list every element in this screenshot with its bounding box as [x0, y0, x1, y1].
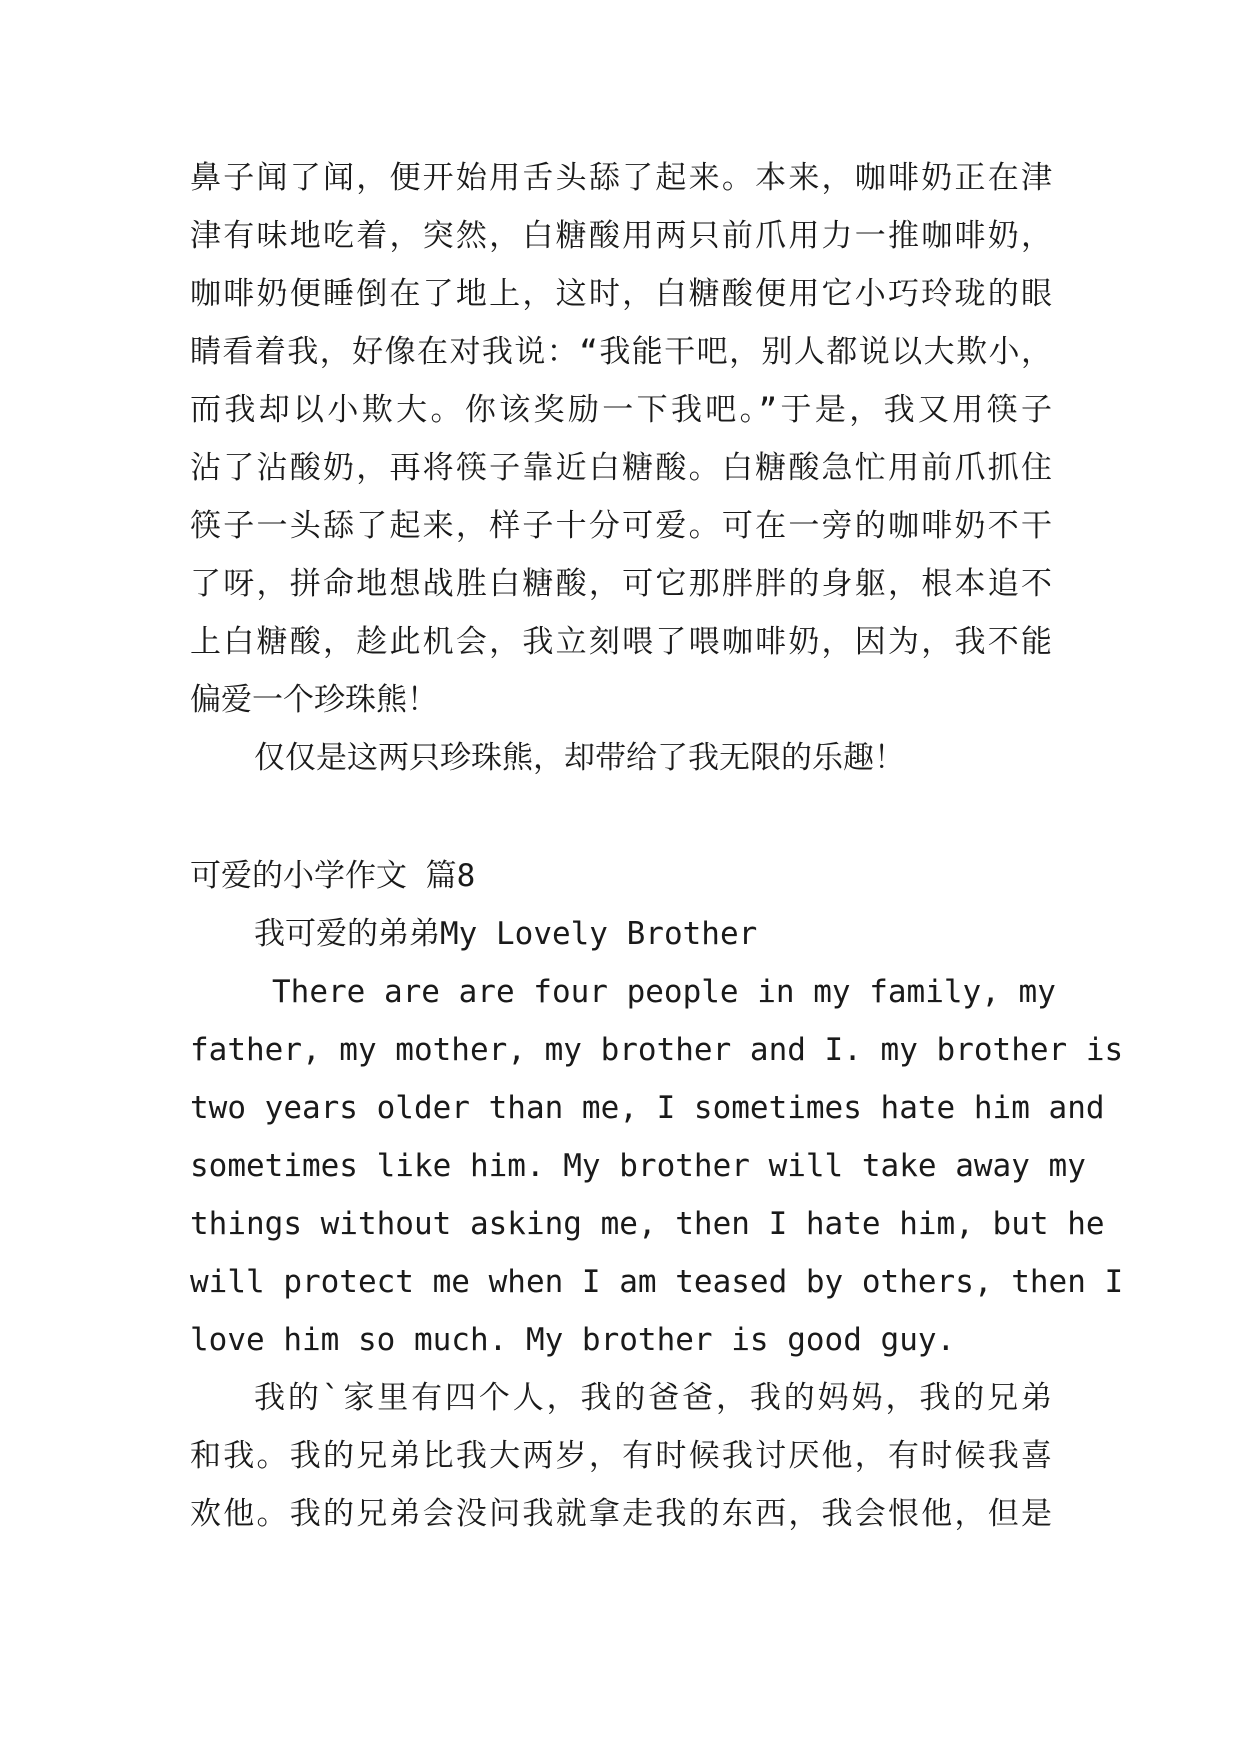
paragraph-line: 了呀，拼命地想战胜白糖酸，可它那胖胖的身躯，根本追不 [190, 566, 1052, 602]
paragraph-line: 睛看着我，好像在对我说：“我能干吧，别人都说以大欺小， [190, 334, 1052, 370]
english-paragraph-line: father, my mother, my brother and I. my brother is [190, 1032, 1124, 1068]
chinese-paragraph-line: 和我。我的兄弟比我大两岁，有时候我讨厌他，有时候我喜 [190, 1438, 1052, 1474]
english-paragraph-line: will protect me when I am teased by others, then I [190, 1264, 1124, 1300]
english-paragraph-line: love him so much. My brother is good guy. [190, 1322, 956, 1358]
english-paragraph-line: There are are four people in my family, my [272, 974, 1056, 1010]
paragraph-line: 筷子一头舔了起来，样子十分可爱。可在一旁的咖啡奶不干 [190, 508, 1052, 544]
paragraph-line: 偏爱一个珍珠熊！ [190, 682, 438, 718]
chinese-paragraph-line: 欢他。我的兄弟会没问我就拿走我的东西，我会恨他，但是 [190, 1496, 1052, 1532]
paragraph-line: 咖啡奶便睡倒在了地上，这时，白糖酸便用它小巧玲珑的眼 [190, 276, 1052, 312]
paragraph-line: 上白糖酸，趁此机会，我立刻喂了喂咖啡奶，因为，我不能 [190, 624, 1052, 660]
paragraph-line: 而我却以小欺大。你该奖励一下我吧。”于是，我又用筷子 [190, 392, 1052, 428]
chinese-paragraph-line: 我的`家里有四个人，我的爸爸，我的妈妈，我的兄弟 [254, 1380, 1052, 1416]
paragraph-line: 津有味地吃着，突然，白糖酸用两只前爪用力一推咖啡奶， [190, 218, 1052, 254]
english-paragraph-line: sometimes like him. My brother will take away my [190, 1148, 1086, 1184]
english-paragraph-line: two years older than me, I sometimes hate him and [190, 1090, 1105, 1126]
paragraph-line: 沾了沾酸奶，再将筷子靠近白糖酸。白糖酸急忙用前爪抓住 [190, 450, 1052, 486]
paragraph-line: 鼻子闻了闻，便开始用舌头舔了起来。本来，咖啡奶正在津 [190, 160, 1052, 196]
english-paragraph-line: things without asking me, then I hate him, but he [190, 1206, 1105, 1242]
essay-heading: 可爱的小学作文 篇8 [190, 858, 476, 894]
closing-sentence: 仅仅是这两只珍珠熊，却带给了我无限的乐趣！ [254, 740, 905, 776]
essay-subtitle: 我可爱的弟弟My Lovely Brother [254, 916, 758, 952]
